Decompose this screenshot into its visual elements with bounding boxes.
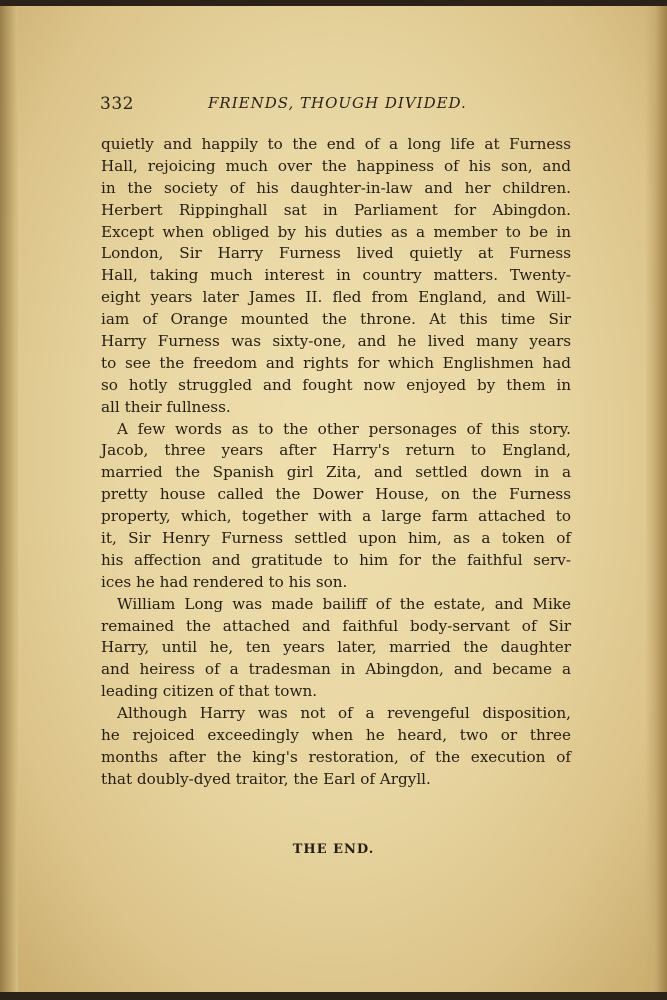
text-line: leading citizen of that town. [101, 682, 318, 701]
text-line: quietly and happily to the end of a long life at Furness [101, 135, 571, 153]
text-line: his affection and gratitude to him for the faithful serv- [101, 550, 571, 569]
text-line: Harry, until he, ten years later, married the daughter [101, 638, 571, 657]
text-line: all their fullness. [101, 397, 231, 416]
body-text [101, 134, 571, 791]
text-line: Hall, rejoicing much over the happiness of his son, and [101, 156, 571, 175]
text-line: in the society of his daughter-in-law and her children. [101, 178, 571, 197]
text-line: Jacob, three years after Harry's return to England, [101, 441, 571, 460]
text-line: that doubly-dyed traitor, the Earl of Argyll. [101, 769, 431, 788]
text-line: pretty house called the Dower House, on the Furness [101, 485, 571, 504]
text-line: it, Sir Henry Furness settled upon him, as a token of [101, 529, 571, 548]
text-line: eight years later James II. fled from England, and Will- [101, 288, 571, 307]
text-line: A few words as to the other personages of this story. [117, 419, 571, 438]
text-line: months after the king's restoration, of the execution of [101, 747, 571, 766]
the-end-marker: THE END. [292, 842, 375, 857]
text-line: Harry Furness was sixty-one, and he lived many years [101, 332, 571, 351]
running-header [100, 94, 580, 116]
text-line: William Long was made bailiff of the estate, and Mike [117, 594, 571, 613]
text-line: Although Harry was not of a revengeful disposition, [117, 704, 571, 723]
text-line: London, Sir Harry Furness lived quietly at Furness [101, 244, 571, 263]
text-line: ices he had rendered to his son. [101, 572, 348, 591]
text-line: iam of Orange mounted the throne. At this time Sir [101, 310, 571, 329]
text-line: Except when obliged by his duties as a member to be in [101, 222, 571, 241]
text-line: Hall, taking much interest in country matters. Twenty- [101, 266, 571, 285]
text-line: married the Spanish girl Zita, and settled down in a [101, 463, 571, 482]
text-line: Herbert Rippinghall sat in Parliament for Abingdon. [101, 200, 571, 219]
text-line: remained the attached and faithful body-servant of Sir [101, 616, 571, 635]
text-line: he rejoiced exceedingly when he heard, two or three [101, 726, 571, 745]
text-line: so hotly struggled and fought now enjoyed by them in [101, 375, 571, 394]
text-line: to see the freedom and rights for which Englishmen had [101, 353, 571, 372]
text-line: and heiress of a tradesman in Abingdon, and became a [101, 660, 571, 679]
running-title: FRIENDS, THOUGH DIVIDED. [208, 94, 467, 112]
text-line: property, which, together with a large farm attached to [101, 507, 571, 526]
page-number: 332 [100, 94, 134, 114]
